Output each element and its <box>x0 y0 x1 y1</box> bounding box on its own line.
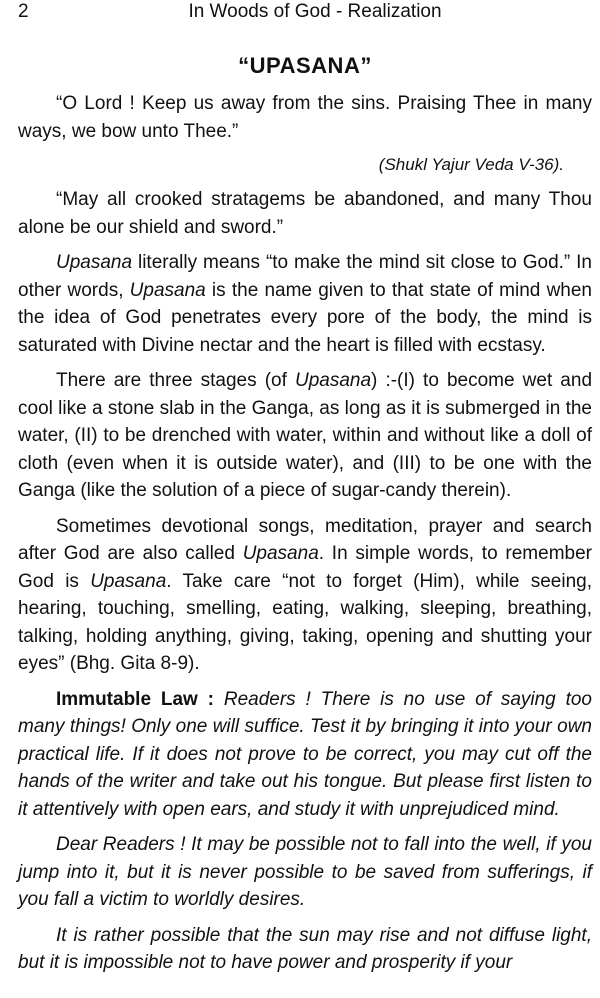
paragraph-text: . In simple words, to remember God is <box>18 543 592 592</box>
paragraph-three-stages <box>18 367 592 505</box>
opening-quote: “O Lord ! Keep us away from the sins. Praising Thee in many ways, we bow unto Thee.” <box>18 93 592 142</box>
paragraph-text: There are three stages (of <box>56 370 295 391</box>
page-header <box>18 0 592 26</box>
page-number: 2 <box>18 1 29 22</box>
paragraph-immutable-law <box>18 686 592 824</box>
paragraph-text: ) :-(I) to become wet and cool like a stone slab in the Ganga, as long as it is submerged in the water, (II) to be drenched with water, within and without like a doll of cloth (even when it is outside water), and (III) to be one with the Ganga (like the solution of a piece of sugar-candy therein). <box>18 370 593 501</box>
paragraph-text: Sometimes devotional songs, meditation, prayer and search after God are also called <box>18 515 592 564</box>
term-upasana: Upasana <box>294 370 372 391</box>
term-upasana: Upasana <box>90 570 167 592</box>
immutable-law-label: Immutable Law : <box>56 688 214 710</box>
paragraph-definition <box>18 249 592 359</box>
paragraph-text: is the name given to that state of mind when the idea of God penetrates every pore of the body, the mind is saturated with Divine nectar and the heart is filled with ecstasy. <box>18 279 592 356</box>
paragraph-text: . Take care “not to forget (Him), while seeing, hearing, touching, smelling, eating, walking, sleeping, breathing, talking, holding anything, giving, taking, opening and shutting your eyes” (Bhg. Gita 8-9). <box>18 570 592 674</box>
chapter-title: “UPASANA” <box>238 53 372 78</box>
scripture-citation: (Shukl Yajur Veda V-36). <box>378 155 564 174</box>
second-quote: “May all crooked stratagems be abandoned, and many Thou alone be our shield and sword.” <box>18 189 592 238</box>
paragraph-text: literally means “to make the mind sit close to God.” In other words, <box>18 252 592 301</box>
paragraph-devotion <box>18 513 592 678</box>
term-upasana: Upasana <box>242 543 319 564</box>
term-upasana: Upasana <box>129 279 206 301</box>
paragraph-sun: It is rather possible that the sun may rise and not diffuse light, but it is impossible not to have power and prosperity if your <box>18 924 592 973</box>
paragraph-dear-readers: Dear Readers ! It may be possible not to fall into the well, if you jump into it, but it is never possible to be saved from sufferings, if you fall a victim to worldly desires. <box>18 834 592 910</box>
paragraph-text: Readers ! There is no use of saying too many things! Only one will suffice. Test it by bringing it into your own practical life. If it does not prove to be correct, you may cut off the hands of the writer and take out his tongue. But please first listen to it attentively with open ears, and study it with unprejudiced mind. <box>18 688 592 820</box>
term-upasana: Upasana <box>56 252 133 273</box>
running-title: In Woods of God - Realization <box>188 1 442 22</box>
